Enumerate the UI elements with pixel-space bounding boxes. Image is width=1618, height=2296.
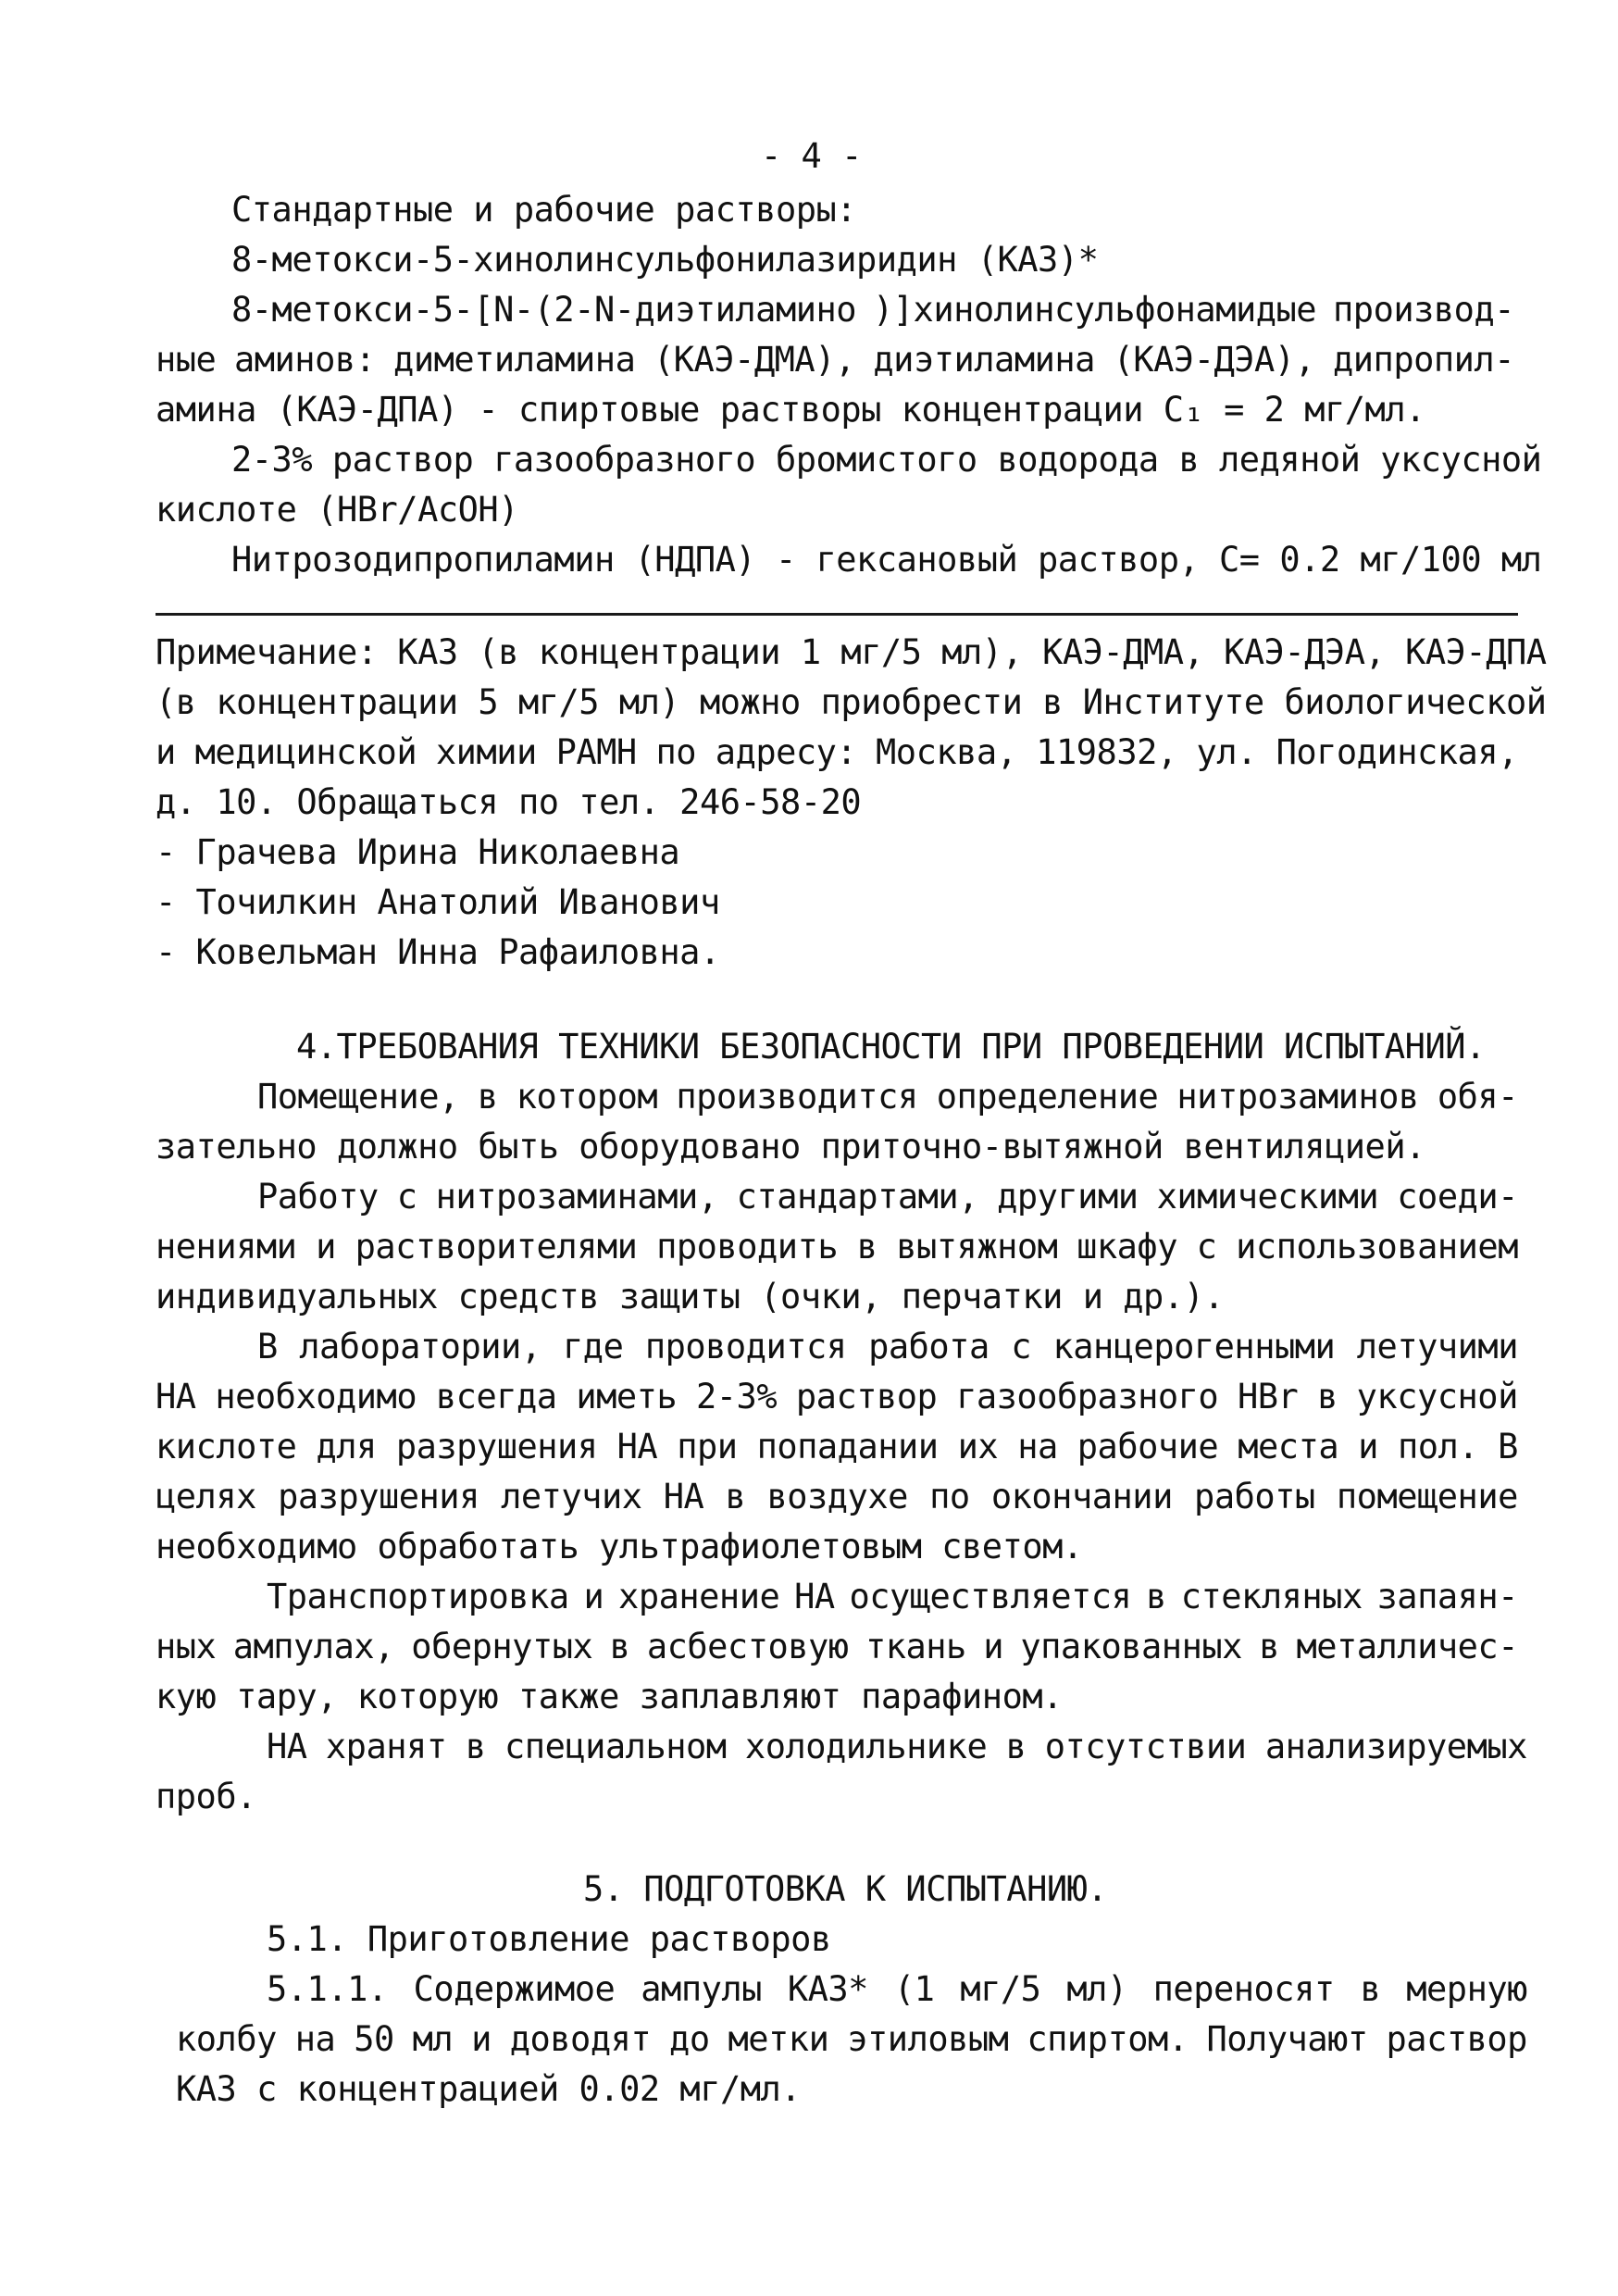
word: в	[609, 1627, 630, 1666]
word: стекляных	[1180, 1577, 1363, 1616]
section4-p2-line2	[156, 1227, 1518, 1267]
word: переносят	[1152, 1969, 1335, 2009]
word: с	[396, 1177, 417, 1217]
word: НА	[267, 1727, 307, 1766]
word: холодильнике	[744, 1727, 988, 1766]
word: канцерогенными	[1052, 1327, 1336, 1366]
word: колбу	[176, 2019, 277, 2059]
word: летучими	[1356, 1327, 1518, 1366]
word: вытяжном	[896, 1227, 1058, 1267]
section4-p4-line1	[267, 1579, 1518, 1614]
word: летучих	[501, 1477, 642, 1516]
word: окончании	[990, 1477, 1173, 1516]
word: уксусной	[1356, 1377, 1518, 1416]
word: химическими	[1156, 1177, 1379, 1217]
word: Получают	[1206, 2019, 1368, 2059]
word: РАМН	[555, 732, 637, 772]
word: рабочие	[1077, 1427, 1219, 1466]
section4-p2-line3: индивидуальных средств защиты (очки, перчатки и др.).	[156, 1277, 1225, 1316]
word: запаян-	[1376, 1577, 1518, 1616]
word: определение	[936, 1077, 1159, 1117]
solution-hbr-line2: кислоте (HBr/AcOH)	[156, 490, 518, 530]
word: анализируемых	[1264, 1727, 1527, 1766]
word: до	[669, 2019, 710, 2059]
word: котором	[516, 1077, 658, 1117]
word: в	[1360, 1969, 1381, 2009]
word: в	[1259, 1627, 1280, 1666]
page-number: - 4 -	[761, 136, 862, 176]
word: ные	[156, 340, 217, 380]
word: HBr	[1237, 1377, 1299, 1416]
word: асбестовую	[646, 1627, 849, 1666]
word: и	[1358, 1427, 1378, 1466]
word: обернутых	[411, 1627, 593, 1666]
word: спиртом.	[1027, 2019, 1189, 2059]
word: раствор	[1386, 2019, 1527, 2059]
section4-p2-line1	[257, 1177, 1518, 1217]
word: для	[316, 1427, 377, 1466]
word: нитрозаминами,	[435, 1177, 718, 1217]
section4-p3-line1	[257, 1329, 1518, 1364]
word: иметь	[576, 1377, 678, 1416]
section4-p3-line5: необходимо обработать ультрафиолетовым светом.	[156, 1527, 1083, 1566]
section5-title: 5. ПОДГОТОВКА К ИСПЫТАНИЮ.	[583, 1869, 1108, 1909]
word: в	[477, 1077, 498, 1117]
contact-person: - Точилкин Анатолий Иванович	[156, 882, 720, 922]
word: специальном	[504, 1727, 727, 1766]
solution-kae-line3: амина (КАЭ-ДПА) - спиртовые растворы концентрации C₁ = 2 мг/мл.	[156, 390, 1425, 430]
note-line2: (в концентрации 5 мг/5 мл) можно приобрести в Институте биологической	[156, 682, 1547, 722]
solutions-heading: Стандартные и рабочие растворы:	[231, 190, 857, 230]
word: растворителями	[355, 1227, 638, 1267]
word: в	[725, 1477, 746, 1516]
word: места	[1238, 1427, 1339, 1466]
word: стандартами,	[736, 1177, 978, 1217]
word: Погодинская,	[1276, 732, 1518, 772]
word: в	[465, 1727, 486, 1766]
word: другими	[997, 1177, 1139, 1217]
word: Транспортировка	[267, 1577, 569, 1616]
word: медицинской	[194, 732, 417, 772]
word: необходимо	[215, 1377, 417, 1416]
word: хранят	[325, 1727, 447, 1766]
word: Помещение,	[257, 1077, 459, 1117]
word: по	[929, 1477, 970, 1516]
word: 8-метокси-5-[N-(2-N-диэтиламино	[231, 290, 857, 330]
contact-person: - Грачева Ирина Николаевна	[156, 832, 680, 872]
word: проводить	[656, 1227, 839, 1267]
word: осуществляется	[849, 1577, 1132, 1616]
word: В	[1498, 1427, 1518, 1466]
word: (КАЭ-ДМА),	[653, 340, 855, 380]
word: проводится	[644, 1327, 847, 1366]
word: разрушения	[278, 1477, 479, 1516]
word: раствор	[795, 1377, 938, 1416]
word: )]хинолинсульфонамидые	[873, 290, 1317, 330]
word: метки	[728, 2019, 829, 2059]
word: и	[316, 1227, 336, 1267]
word: и	[471, 2019, 492, 2059]
word: производ-	[1333, 290, 1514, 330]
word: диэтиламина	[873, 340, 1095, 380]
word: в	[1146, 1577, 1166, 1616]
word: Содержимое	[413, 1969, 616, 2009]
word: 119832,	[1036, 732, 1177, 772]
section4-p3-line4	[156, 1479, 1518, 1514]
word: (КАЭ-ДЭА),	[1113, 340, 1315, 380]
word: этиловым	[847, 2019, 1009, 2059]
section4-p5-line2: проб.	[156, 1777, 256, 1816]
word: производится	[676, 1077, 918, 1117]
solution-kaz: 8-метокси-5-хинолинсульфонилазиридин (КАЗ)*	[231, 240, 1099, 280]
word: и	[983, 1627, 1003, 1666]
section4-title: 4.ТРЕБОВАНИЯ ТЕХНИКИ БЕЗОПАСНОСТИ ПРИ ПРОВЕДЕНИИ ИСПЫТАНИЙ.	[296, 1027, 1486, 1067]
word: химии	[435, 732, 537, 772]
word: обя-	[1437, 1077, 1518, 1117]
word: шкафу	[1077, 1227, 1177, 1267]
word: отсутствии	[1044, 1727, 1247, 1766]
word: 50	[354, 2019, 394, 2059]
section4-p1-line1	[257, 1077, 1518, 1117]
solution-kae-line1	[231, 290, 1514, 330]
word: при	[677, 1427, 738, 1466]
word: упакованных	[1020, 1627, 1242, 1666]
word: газообразного	[956, 1377, 1219, 1416]
section5-p1-line1	[267, 1969, 1527, 2009]
word: соеди-	[1397, 1177, 1518, 1217]
word: ампулы	[641, 1969, 762, 2009]
word: ткань	[865, 1627, 966, 1666]
word: Москва,	[876, 732, 1017, 772]
section4-p3-line3	[156, 1429, 1518, 1464]
word: кислоте	[156, 1427, 297, 1466]
section5-subtitle: 5.1. Приготовление растворов	[267, 1919, 831, 1959]
word: где	[563, 1327, 624, 1366]
section5-p1-line2	[176, 2019, 1527, 2059]
word: всегда	[435, 1377, 557, 1416]
word: В	[257, 1327, 278, 1366]
solution-kae-line2	[156, 340, 1514, 380]
word: работы	[1194, 1477, 1315, 1516]
word: мл	[412, 2019, 454, 2059]
word: 2-3%	[696, 1377, 778, 1416]
word: НА	[616, 1427, 658, 1466]
solution-hbr-line1: 2-3% раствор газообразного бромистого водорода в ледяной уксусной	[231, 440, 1542, 480]
word: в	[1005, 1727, 1027, 1766]
word: доводят	[509, 2019, 652, 2059]
word: НА	[663, 1477, 704, 1516]
word: использованием	[1236, 1227, 1518, 1267]
word: с	[1196, 1227, 1217, 1267]
section4-p4-line3: кую тару, которую также заплавляют парафином.	[156, 1677, 1063, 1716]
word: дипропил-	[1333, 340, 1514, 380]
solution-ndpa: Нитрозодипропиламин (НДПА) - гексановый раствор, C= 0.2 мг/100 мл	[231, 540, 1542, 580]
word: ул.	[1196, 732, 1257, 772]
word: с	[1011, 1327, 1031, 1366]
word: по	[655, 732, 697, 772]
word: работа	[868, 1327, 989, 1366]
word: попадании	[756, 1427, 939, 1466]
word: их	[957, 1427, 999, 1466]
word: нениями	[156, 1227, 297, 1267]
word: мерную	[1406, 1969, 1527, 2009]
section5-p1-line3: КАЗ с концентрацией 0.02 мг/мл.	[176, 2069, 802, 2109]
word: и	[156, 732, 176, 772]
footnote-divider	[156, 613, 1518, 616]
word: хранение	[618, 1577, 780, 1616]
word: помещение	[1336, 1477, 1518, 1516]
note-line4: д. 10. Обращаться по тел. 246-58-20	[156, 782, 862, 822]
word: адресу:	[715, 732, 857, 772]
word: (1	[893, 1969, 935, 2009]
word: ампулах,	[232, 1627, 394, 1666]
word: целях	[156, 1477, 256, 1516]
word: диметиламина	[393, 340, 636, 380]
word: НА	[794, 1577, 835, 1616]
word: пол.	[1397, 1427, 1479, 1466]
word: в	[856, 1227, 877, 1267]
section4-p5-line1	[267, 1729, 1527, 1764]
word: мг/5	[960, 1969, 1041, 2009]
section4-p1-line2: зательно должно быть оборудовано приточно-вытяжной вентиляцией.	[156, 1127, 1425, 1167]
word: разрушения	[395, 1427, 598, 1466]
section4-p4-line2	[156, 1629, 1518, 1664]
contact-person: - Ковельман Инна Рафаиловна.	[156, 932, 720, 972]
word: ных	[156, 1627, 217, 1666]
word: лаборатории,	[299, 1327, 541, 1366]
word: мл)	[1066, 1969, 1127, 2009]
word: КАЗ*	[787, 1969, 868, 2009]
word: в	[1317, 1377, 1338, 1416]
word: аминов:	[233, 340, 376, 380]
word: и	[583, 1577, 604, 1616]
word: воздухе	[766, 1477, 908, 1516]
word: на	[294, 2019, 336, 2059]
word: НА	[156, 1377, 196, 1416]
word: нитрозаминов	[1176, 1077, 1419, 1117]
word: Работу	[257, 1177, 379, 1217]
word: 5.1.1.	[267, 1969, 388, 2009]
section4-p3-line2	[156, 1379, 1518, 1414]
note-line1: Примечание: КАЗ (в концентрации 1 мг/5 мл), КАЭ-ДМА, КАЭ-ДЭА, КАЭ-ДПА	[156, 632, 1547, 672]
word: металличес-	[1296, 1627, 1518, 1666]
word: на	[1017, 1427, 1058, 1466]
note-line3	[156, 732, 1518, 772]
